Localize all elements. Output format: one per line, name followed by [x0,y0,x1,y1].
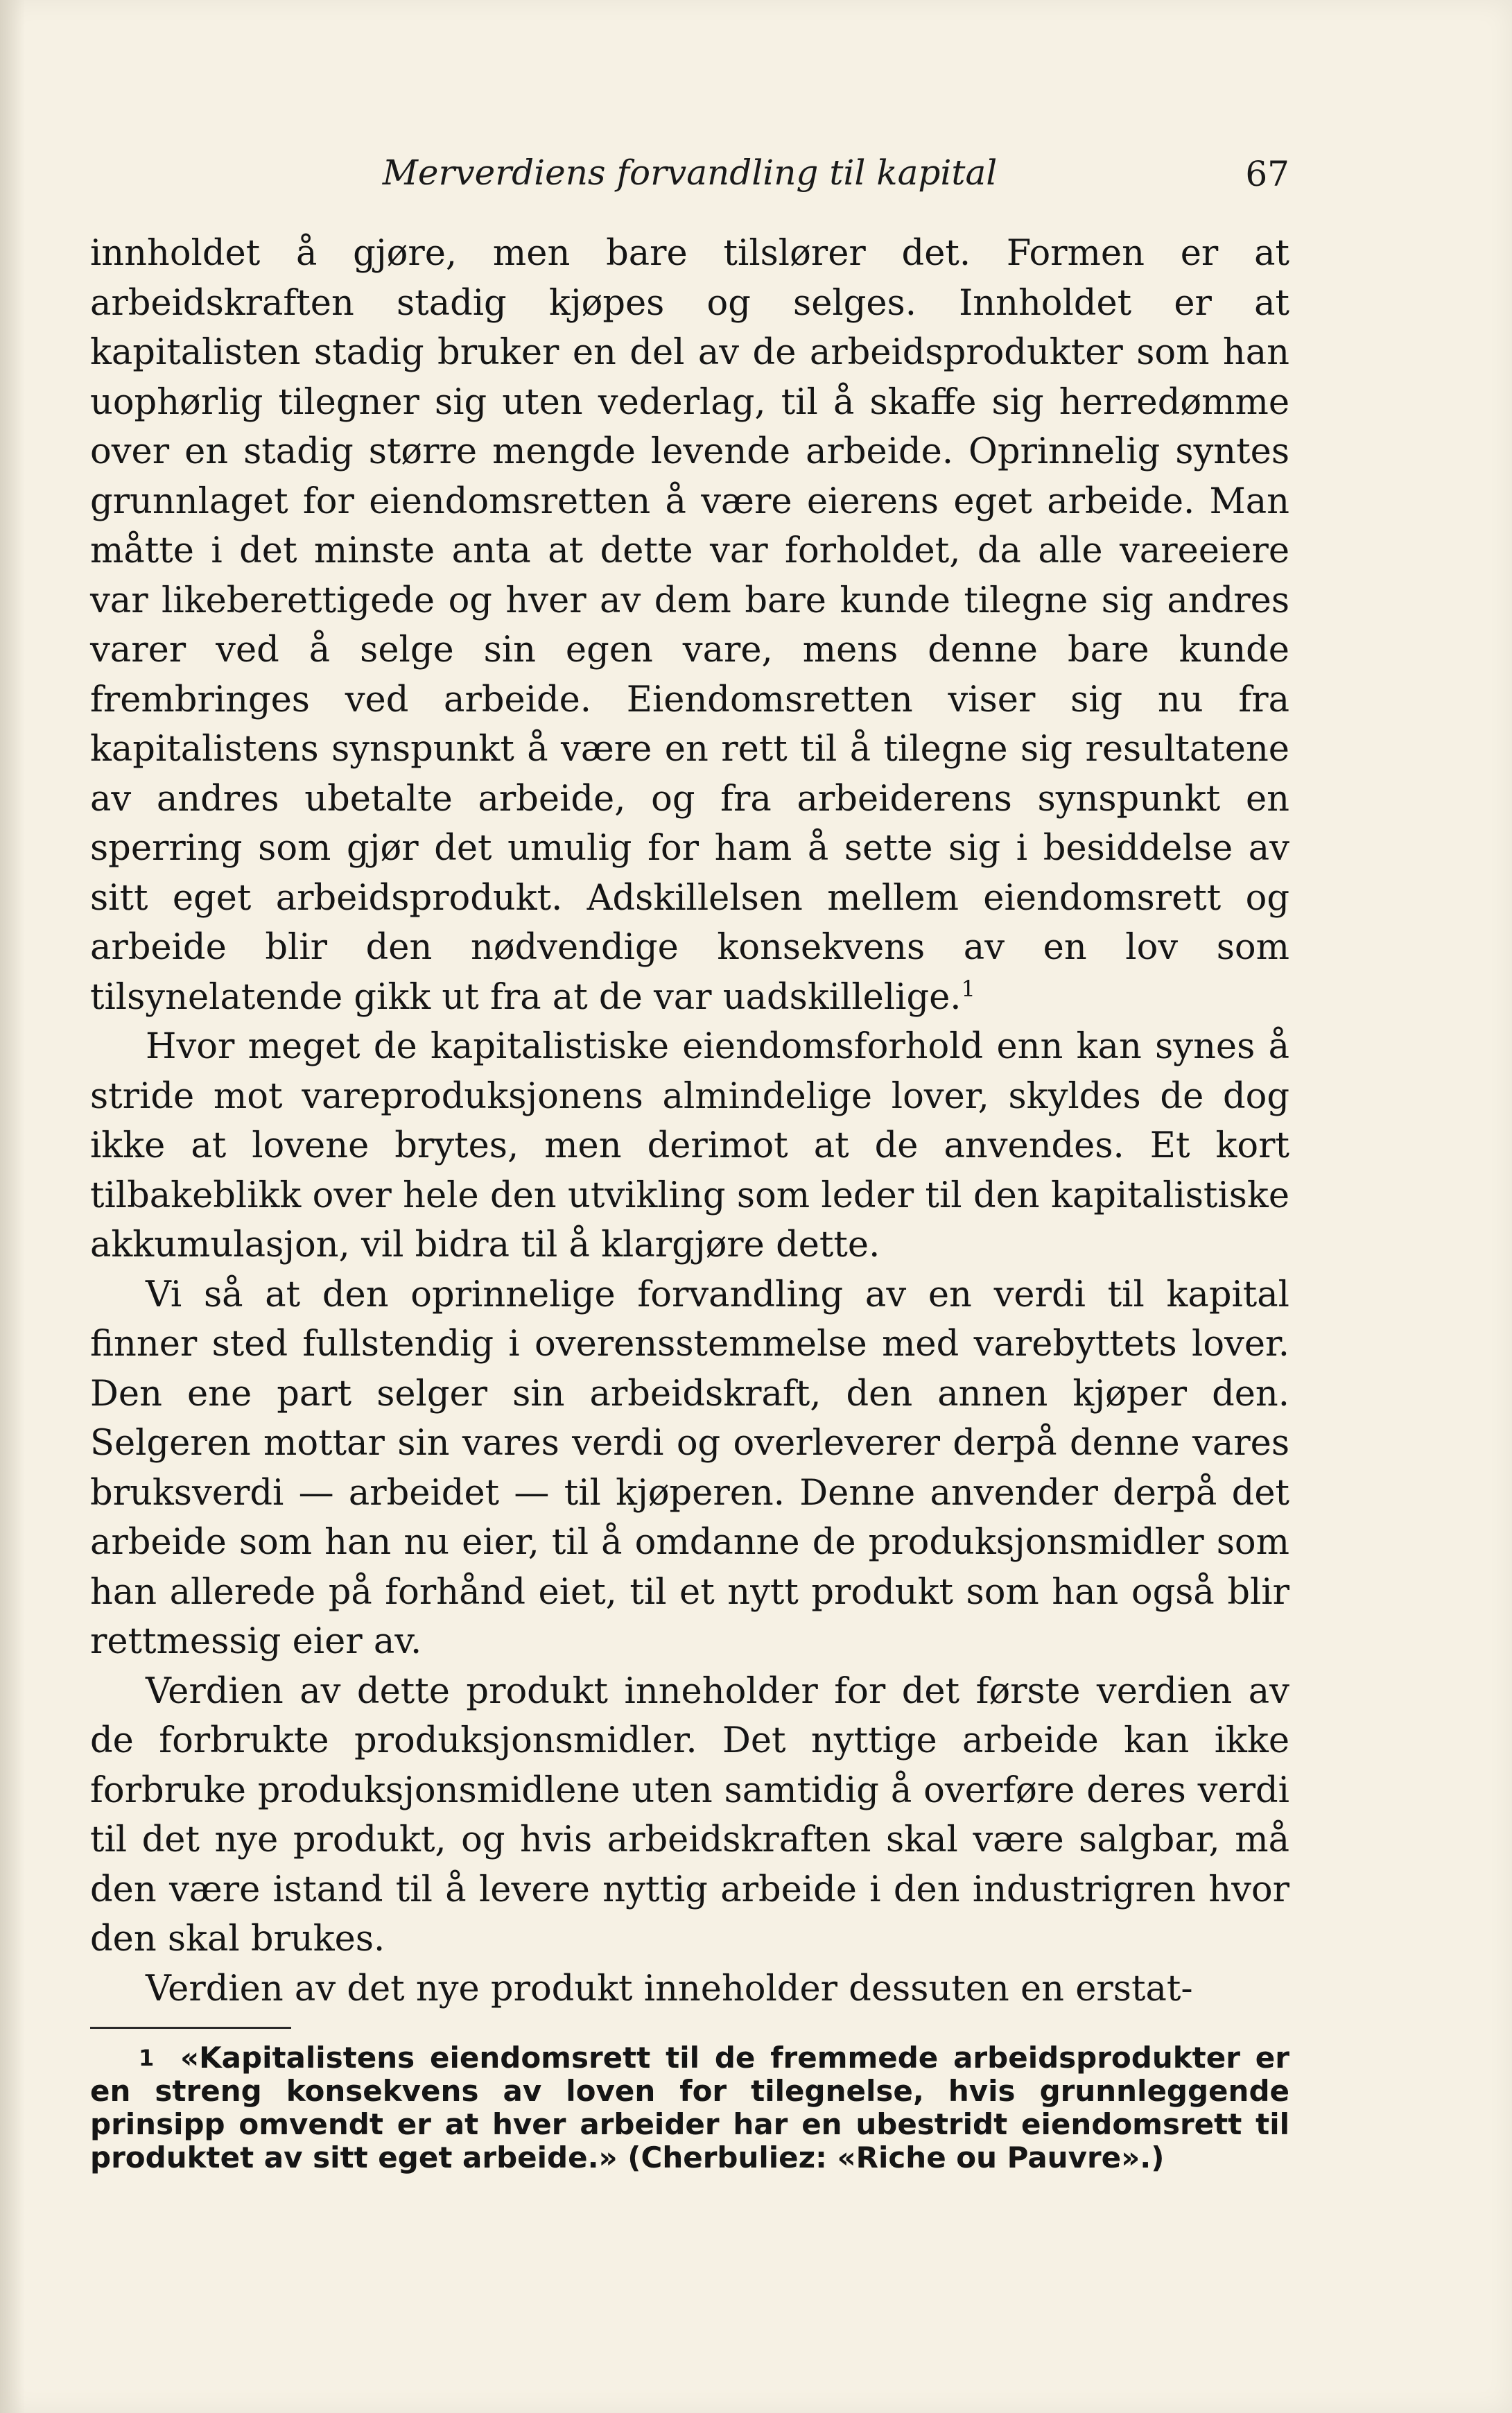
paragraph-2: Hvor meget de kapitalistiske eiendomsforhold enn kan synes å stride mot vareproduksjonens almindelige lover, skyldes de dog ikke at lovene brytes, men derimot at de anvendes. Et kort tilbakeblikk over hele den utvikling som leder til den kapitalistiske akkumulasjon, vil bidra til å klargjøre dette. [90,1026,1289,1265]
running-title: Merverdiens forvandling til kapital [382,153,998,193]
footnote-marker: 1 [139,2045,155,2071]
paragraph-1 [90,229,1289,1022]
paragraph-3: Vi så at den oprinnelige forvandling av en verdi til kapital finner sted fullstendig i overensstemmelse med varebyttets lover. Den ene part selger sin arbeidskraft, den annen kjøper den. Selgeren mottar sin vares verdi og overleverer derpå denne vares bruksverdi — arbeidet — til kjøperen. Denne anvender derpå det arbeide som han nu eier, til å omdanne de produksjonsmidler som han allerede på forhånd eiet, til et nytt produkt som han også blir rettmessig eier av. [90,1274,1289,1662]
footnote-text: «Kapitalistens eiendomsrett til de fremmede arbeidsprodukter er en streng konsekvens av loven for tilegnelse, hvis grunnleggende prinsipp omvendt er at hver arbeider har en ubestridt eiendomsrett til produktet av sitt eget arbeide.» (Cherbuliez: «Riche ou Pauvre».) [90,2041,1289,2174]
page-header [90,146,1289,201]
paragraph-5: Verdien av det nye produkt inneholder dessuten en erstat- [146,1968,1193,2009]
footnote [90,2041,1289,2174]
footnote-reference: 1 [961,975,975,1002]
paragraph-1-text: innholdet å gjøre, men bare tilslører det. Formen er at arbeidskraften stadig kjøpes og selges. Innholdet er at kapitalisten stadig bruker en del av de arbeidsprodukter som han uophørlig tilegner sig uten vederlag, til å skaffe sig herredømme over en stadig større mengde levende arbeide. Oprinnelig syntes grunnlaget for eiendomsretten å være eierens eget arbeide. Man måtte i det minste anta at dette var forholdet, da alle vareeiere var likeberettigede og hver av dem bare kunde tilegne sig andres varer ved å selge sin egen vare, mens denne bare kunde frembringes ved arbeide. Eiendomsretten viser sig nu fra kapitalistens synspunkt å være en rett til å tilegne sig resultatene av andres ubetalte arbeide, og fra arbeiderens synspunkt en sperring som gjør det umulig for ham å sette sig i besiddelse av sitt eget arbeidsprodukt. Adskillelsen mellem eiendomsrett og arbeide blir den nødvendige konsekvens av en lov som tilsynelatende gikk ut fra at de var uadskillelige. [90,233,1289,1018]
footnote-divider [90,2027,291,2029]
page-edge-shadow [0,0,25,2413]
page-number: 67 [1245,154,1289,194]
paragraph-4: Verdien av dette produkt inneholder for det første verdien av de forbrukte produksjonsmidler. Det nyttige arbeide kan ikke forbruke produksjonsmidlene uten samtidig å overføre deres verdi til det nye produkt, og hvis arbeidskraften skal være salgbar, må den være istand til å levere nyttig arbeide i den industrigren hvor den skal brukes. [90,1670,1289,1960]
body-text [90,229,1289,2014]
